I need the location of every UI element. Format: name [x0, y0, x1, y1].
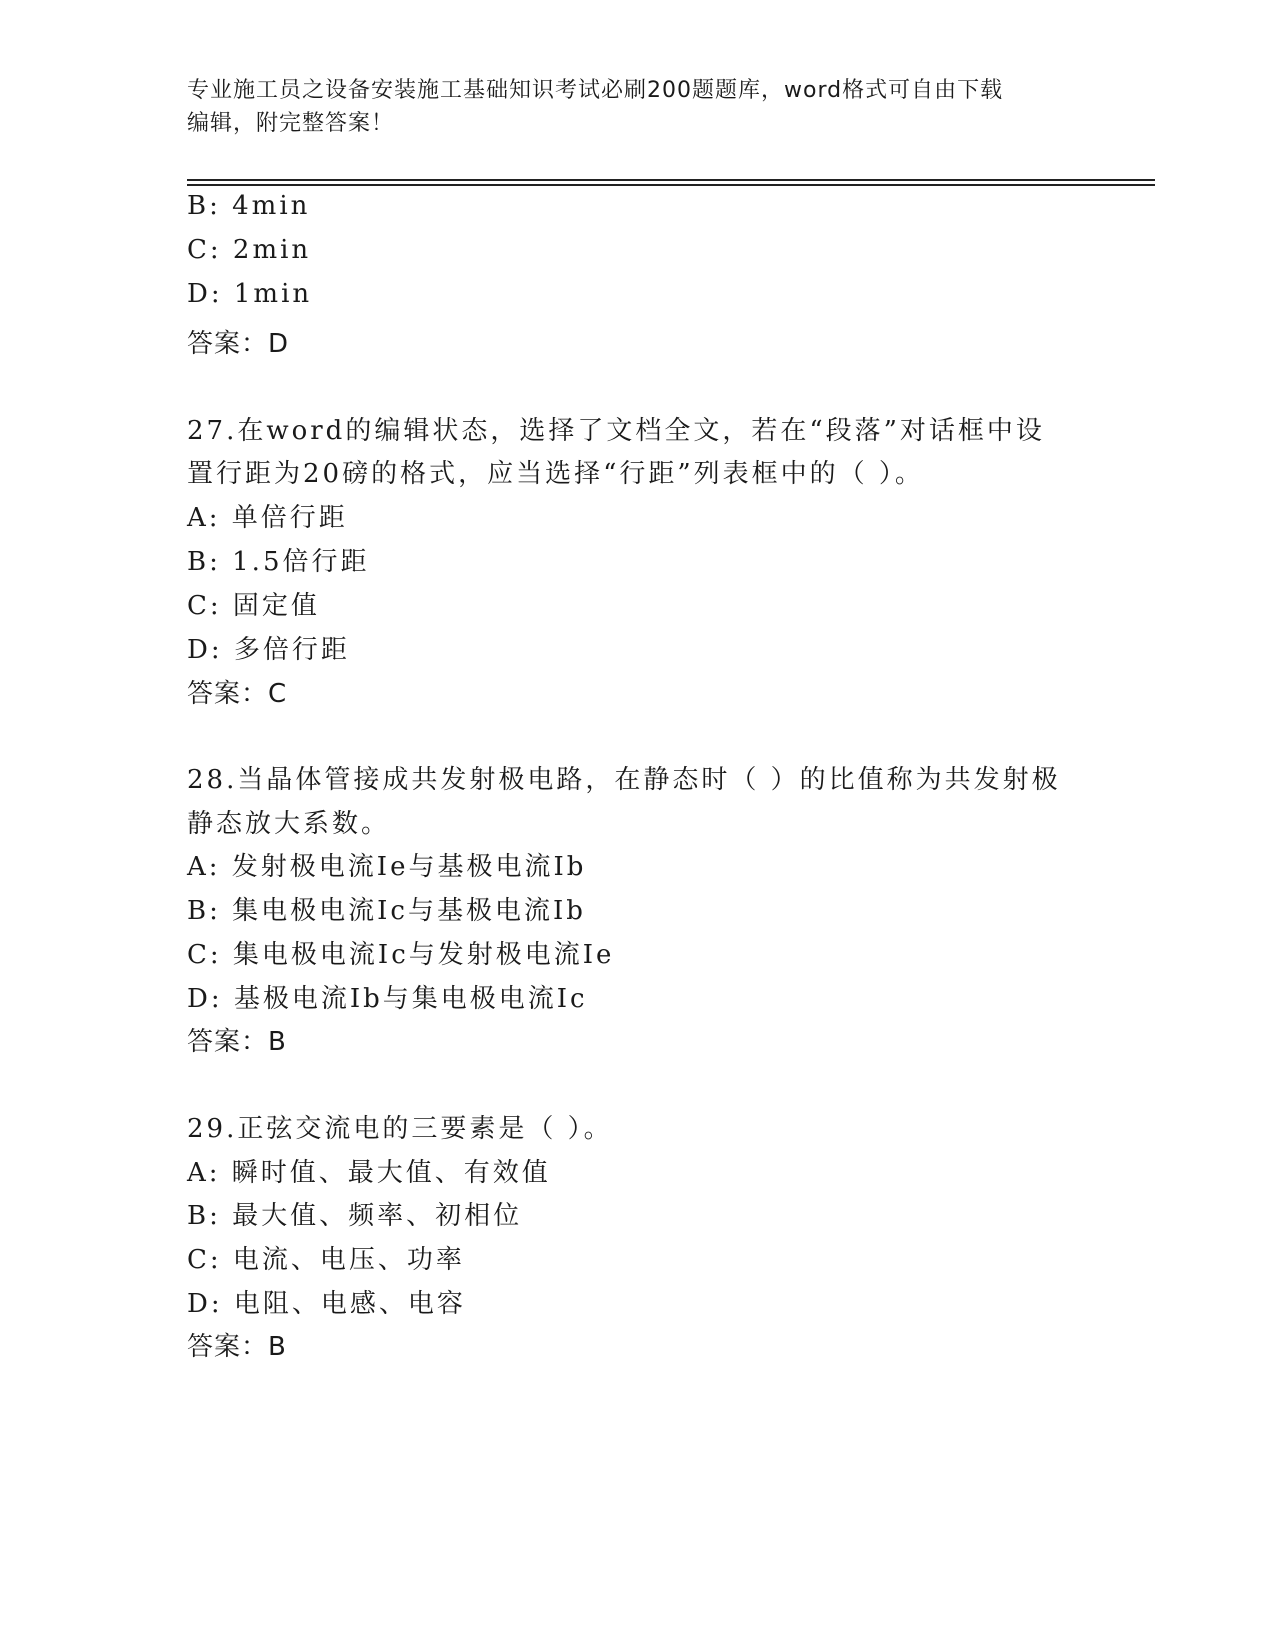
q28-option-c: C: 集电极电流Ic与发射极电流Ie [187, 940, 615, 970]
q29-option-b: B: 最大值、频率、初相位 [187, 1201, 523, 1231]
q28-answer: 答案：B [187, 1027, 287, 1057]
q28-option-a: A: 发射极电流Ie与基极电流Ib [187, 852, 587, 882]
header-rule-top [187, 179, 1155, 181]
q27-stem-line-2: 置行距为20磅的格式，应当选择“行距”列表框中的（ ）。 [187, 459, 924, 489]
q27-answer: 答案：C [187, 679, 288, 709]
q28-option-b: B: 集电极电流Ic与基极电流Ib [187, 896, 586, 926]
q27-option-a: A: 单倍行距 [187, 503, 348, 533]
q26-option-c: C: 2min [187, 235, 312, 265]
q29-option-c: C: 电流、电压、功率 [187, 1245, 465, 1275]
q29-option-a: A: 瞬时值、最大值、有效值 [187, 1158, 551, 1188]
q28-option-d: D: 基极电流Ib与集电极电流Ic [187, 984, 588, 1014]
q26-option-d: D: 1min [187, 279, 313, 309]
q29-answer: 答案：B [187, 1332, 287, 1362]
header-line-2: 编辑，附完整答案！ [187, 111, 395, 136]
q26-answer: 答案：D [187, 329, 290, 359]
q29-stem-line-1: 29.正弦交流电的三要素是（ ）。 [187, 1114, 613, 1144]
q27-stem-line-1: 27.在word的编辑状态，选择了文档全文，若在“段落”对话框中设 [187, 416, 1045, 446]
q26-option-b: B: 4min [187, 191, 311, 221]
q29-option-d: D: 电阻、电感、电容 [187, 1289, 466, 1319]
header-line-1: 专业施工员之设备安装施工基础知识考试必刷200题题库，word格式可自由下载 [187, 78, 1004, 103]
document-header [187, 74, 1087, 140]
q27-option-b: B: 1.5倍行距 [187, 547, 370, 577]
q28-stem-line-2: 静态放大系数。 [187, 809, 391, 839]
header-rule-bottom [187, 184, 1155, 186]
q27-option-c: C: 固定值 [187, 591, 320, 621]
q28-stem-line-1: 28.当晶体管接成共发射极电路，在静态时（ ）的比值称为共发射极 [187, 765, 1061, 795]
q27-option-d: D: 多倍行距 [187, 635, 350, 665]
